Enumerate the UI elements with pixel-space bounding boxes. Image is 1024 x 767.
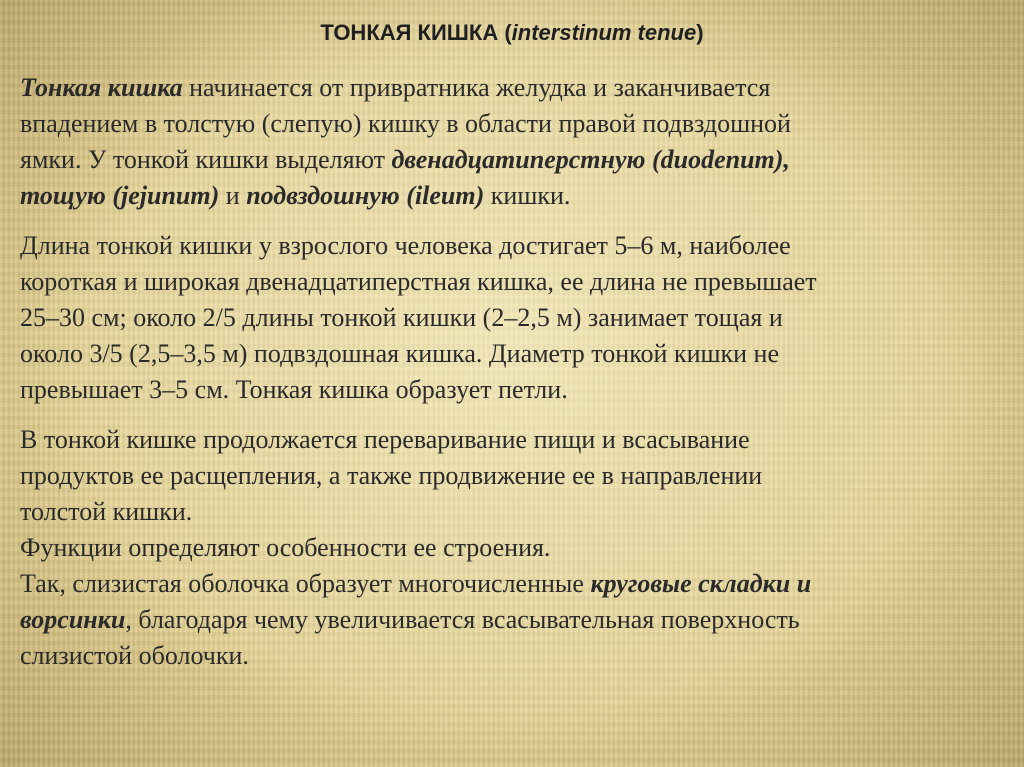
text-line: продуктов ее расщепления, а также продвижение ее в направлении	[20, 461, 763, 490]
slide-title	[0, 20, 1024, 46]
text-line: 25–30 см; около 2/5 длины тонкой кишки (2–2,5 м) занимает тощая и	[20, 303, 783, 332]
text: начинается от привратника желудка и заканчивается	[182, 73, 771, 102]
text: Так, слизистая оболочка образует многочисленные	[20, 569, 591, 598]
text-line: впадением в толстую (слепую) кишку в области правой подвздошной	[20, 109, 791, 138]
paragraph-definition	[20, 70, 1004, 214]
text-line: короткая и широкая двенадцатиперстная кишка, ее длина не превышает	[20, 267, 817, 296]
text-line	[20, 566, 1004, 602]
title-suffix: )	[696, 20, 704, 45]
text-line	[20, 178, 1004, 214]
text: , благодаря чему увеличивается всасывательная поверхность	[125, 605, 800, 634]
text: кишки.	[484, 181, 571, 210]
text-line	[20, 142, 1004, 178]
text: ямки. У тонкой кишки выделяют	[20, 145, 392, 174]
slide-body	[20, 70, 1004, 688]
term: ворсинки	[20, 605, 126, 634]
text-line	[20, 70, 1004, 106]
text: и	[219, 181, 247, 210]
term: тощую (jejunum)	[20, 181, 220, 210]
text-line: Функции определяют особенности ее строения.	[20, 533, 551, 562]
text-line: слизистой оболочки.	[20, 641, 249, 670]
text-line: В тонкой кишке продолжается переваривание пищи и всасывание	[20, 425, 750, 454]
term: Тонкая кишка	[20, 73, 183, 102]
text-line	[20, 602, 1004, 638]
text-line: толстой кишки.	[20, 497, 193, 526]
paragraph-function	[20, 422, 1004, 674]
term: двенадцатиперстную (duodenum),	[391, 145, 790, 174]
paragraph-length	[20, 228, 1004, 408]
text-line: около 3/5 (2,5–3,5 м) подвздошная кишка. Диаметр тонкой кишки не	[20, 339, 780, 368]
text-line: Длина тонкой кишки у взрослого человека достигает 5–6 м, наиболее	[20, 231, 791, 260]
term: подвздошную (ileum)	[246, 181, 485, 210]
title-latin: interstinum tenue	[511, 20, 697, 45]
text-line: превышает 3–5 см. Тонкая кишка образует петли.	[20, 375, 568, 404]
title-prefix: ТОНКАЯ КИШКА (	[320, 20, 512, 45]
term: круговые складки и	[590, 569, 812, 598]
